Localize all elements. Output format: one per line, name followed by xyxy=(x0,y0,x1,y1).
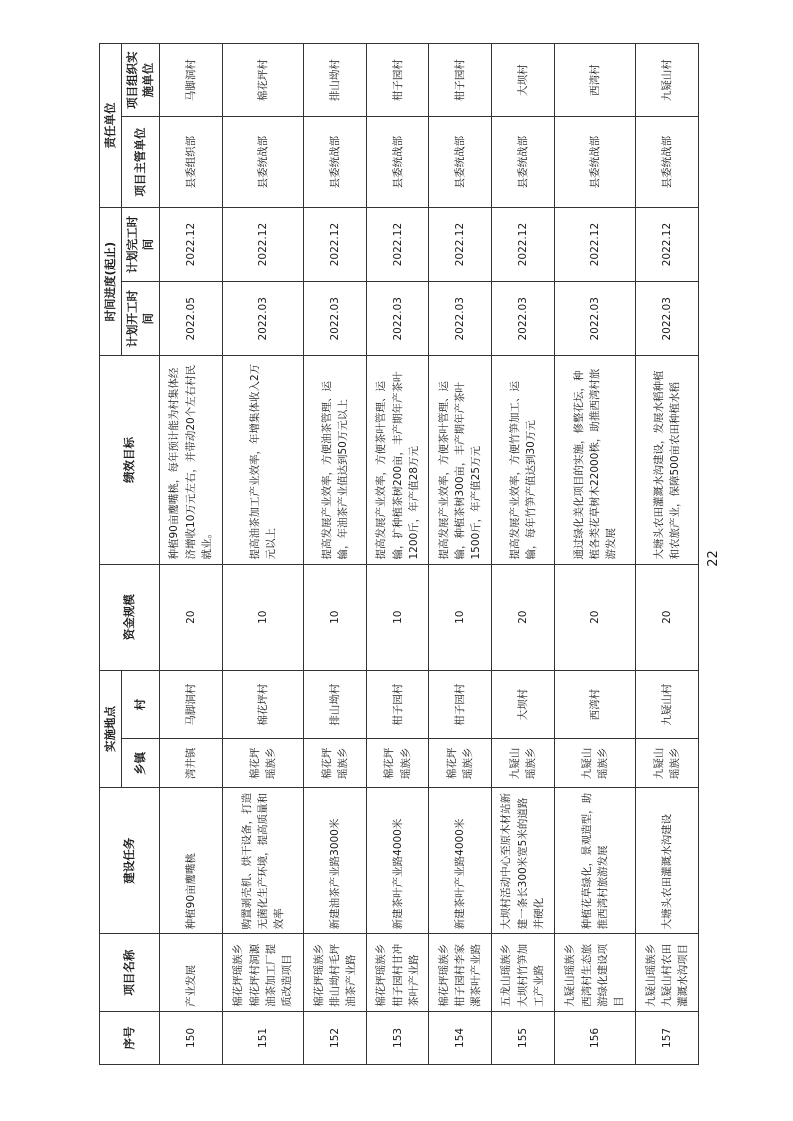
funds-cell: 20 xyxy=(554,564,636,670)
dept-cell: 县委统战部 xyxy=(554,117,636,208)
dept-cell: 县委统战部 xyxy=(429,117,492,208)
goal-cell: 种植90亩鹰嘴桃，每年预计能为村集体经济增收10万元左右，并带动20个左右村民就业。 xyxy=(160,356,223,564)
header-responsible: 责任单位 xyxy=(100,44,122,208)
table-row xyxy=(492,44,555,1065)
header-project-name: 项目名称 xyxy=(100,934,160,1012)
start-date-cell: 2022.05 xyxy=(160,282,223,356)
header-row-1 xyxy=(100,44,122,1065)
funds-cell: 20 xyxy=(160,564,223,670)
table-row xyxy=(222,44,304,1065)
project-name-cell: 棉花坪瑶族乡棉花坪村洞源油茶加工厂提质改造项目 xyxy=(222,934,304,1012)
township-cell: 九疑山瑶族乡 xyxy=(636,739,699,788)
task-cell: 新建油茶产业路3000米 xyxy=(304,788,367,934)
org-cell: 西湾村 xyxy=(554,44,636,117)
project-name-cell: 五龙山瑶族乡大坝村竹笋加工产业路 xyxy=(492,934,555,1012)
end-date-cell: 2022.12 xyxy=(636,207,699,281)
start-date-cell: 2022.03 xyxy=(222,282,304,356)
rotated-table-wrapper xyxy=(99,43,699,1065)
start-date-cell: 2022.03 xyxy=(492,282,555,356)
org-cell: 排山坳村 xyxy=(304,44,367,117)
end-date-cell: 2022.12 xyxy=(366,207,429,281)
task-cell: 大坝村活动中心至原木材站新建一条长300米宽5米的道路并硬化 xyxy=(492,788,555,934)
page-number: 22 xyxy=(705,550,721,567)
goal-cell: 通过绿化美化项目的实施，修整花坛，种植各类花草树木22000株，助推西湾村旅游发展 xyxy=(554,356,636,564)
dept-cell: 县委统战部 xyxy=(222,117,304,208)
header-start: 计划开工时间 xyxy=(121,282,159,356)
start-date-cell: 2022.03 xyxy=(366,282,429,356)
header-township: 乡镇 xyxy=(121,739,159,788)
seq-cell: 156 xyxy=(554,1011,636,1064)
header-dept: 项目主管单位 xyxy=(121,117,159,208)
dept-cell: 县委组织部 xyxy=(160,117,223,208)
start-date-cell: 2022.03 xyxy=(304,282,367,356)
seq-cell: 154 xyxy=(429,1011,492,1064)
table-row xyxy=(160,44,223,1065)
table-row xyxy=(636,44,699,1065)
end-date-cell: 2022.12 xyxy=(222,207,304,281)
header-seq: 序号 xyxy=(100,1011,160,1064)
header-schedule: 时间进度(起止) xyxy=(100,207,122,355)
project-name-cell: 棉花坪瑶族乡柑子园村甘冲茶叶产业路 xyxy=(366,934,429,1012)
project-name-cell: 棉花坪瑶族乡柑子园村李家漯茶叶产业路 xyxy=(429,934,492,1012)
goal-cell: 提高发展产业效率，方便茶叶管理、运输，种植茶树300亩，丰产期年产茶叶1500斤，年产值25万元 xyxy=(429,356,492,564)
village-cell: 大坝村 xyxy=(492,670,555,739)
seq-cell: 150 xyxy=(160,1011,223,1064)
task-cell: 购置剥壳机、烘干设备，打造无菌化生产环境，提高质量和效率 xyxy=(222,788,304,934)
header-end: 计划完工时间 xyxy=(121,207,159,281)
project-name-cell: 棉花坪瑶族乡排山坳村毛坪油茶产业路 xyxy=(304,934,367,1012)
start-date-cell: 2022.03 xyxy=(554,282,636,356)
task-cell: 新建茶叶产业路4000米 xyxy=(429,788,492,934)
task-cell: 大塘头农田灌溉水沟建设 xyxy=(636,788,699,934)
dept-cell: 县委统战部 xyxy=(366,117,429,208)
goal-cell: 提高油茶加工产业效率，年增集体收入2万元以上 xyxy=(222,356,304,564)
township-cell: 棉花坪瑶族乡 xyxy=(366,739,429,788)
project-name-cell: 产业发展 xyxy=(160,934,223,1012)
seq-cell: 152 xyxy=(304,1011,367,1064)
table-row xyxy=(554,44,636,1065)
org-cell: 九疑山村 xyxy=(636,44,699,117)
table-body xyxy=(160,44,699,1065)
start-date-cell: 2022.03 xyxy=(636,282,699,356)
dept-cell: 县委统战部 xyxy=(492,117,555,208)
township-cell: 棉花坪瑶族乡 xyxy=(429,739,492,788)
village-cell: 柑子园村 xyxy=(366,670,429,739)
org-cell: 柑子园村 xyxy=(366,44,429,117)
township-cell: 棉花坪瑶族乡 xyxy=(222,739,304,788)
org-cell: 大坝村 xyxy=(492,44,555,117)
seq-cell: 157 xyxy=(636,1011,699,1064)
table-row xyxy=(304,44,367,1065)
village-cell: 棉花坪村 xyxy=(222,670,304,739)
table-row xyxy=(429,44,492,1065)
township-cell: 棉花坪瑶族乡 xyxy=(304,739,367,788)
seq-cell: 155 xyxy=(492,1011,555,1064)
header-location: 实施地点 xyxy=(100,670,122,787)
header-task: 建设任务 xyxy=(100,788,160,934)
task-cell: 新建茶叶产业路4000米 xyxy=(366,788,429,934)
project-table xyxy=(99,43,699,1065)
header-org: 项目组织实施单位 xyxy=(121,44,159,117)
table-row xyxy=(366,44,429,1065)
project-name-cell: 九疑山瑶族乡西湾村生态旅游绿化建设项目 xyxy=(554,934,636,1012)
end-date-cell: 2022.12 xyxy=(160,207,223,281)
funds-cell: 20 xyxy=(636,564,699,670)
end-date-cell: 2022.12 xyxy=(554,207,636,281)
seq-cell: 151 xyxy=(222,1011,304,1064)
village-cell: 九疑山村 xyxy=(636,670,699,739)
funds-cell: 10 xyxy=(429,564,492,670)
goal-cell: 提高发展产业效率，方便茶叶管理、运输，扩种植茶树200亩，丰产期年产茶叶1200斤，年产值28万元 xyxy=(366,356,429,564)
township-cell: 九疑山瑶族乡 xyxy=(554,739,636,788)
village-cell: 马脚洞村 xyxy=(160,670,223,739)
header-funds: 资金规模 xyxy=(100,564,160,670)
task-cell: 种植90亩鹰嘴桃 xyxy=(160,788,223,934)
funds-cell: 10 xyxy=(304,564,367,670)
goal-cell: 提高发展产业效率，方便油茶管理、运输，年油茶产业值达到50万元以上 xyxy=(304,356,367,564)
start-date-cell: 2022.03 xyxy=(429,282,492,356)
end-date-cell: 2022.12 xyxy=(492,207,555,281)
funds-cell: 10 xyxy=(366,564,429,670)
end-date-cell: 2022.12 xyxy=(304,207,367,281)
village-cell: 排山坳村 xyxy=(304,670,367,739)
dept-cell: 县委统战部 xyxy=(636,117,699,208)
task-cell: 种植花草绿化，景观造型，助推西湾村旅游发展 xyxy=(554,788,636,934)
township-cell: 九疑山瑶族乡 xyxy=(492,739,555,788)
funds-cell: 10 xyxy=(222,564,304,670)
funds-cell: 20 xyxy=(492,564,555,670)
org-cell: 柑子园村 xyxy=(429,44,492,117)
seq-cell: 153 xyxy=(366,1011,429,1064)
org-cell: 马脚洞村 xyxy=(160,44,223,117)
township-cell: 湾井镇 xyxy=(160,739,223,788)
project-name-cell: 九疑山瑶族乡九疑山村农田灌溉水沟项目 xyxy=(636,934,699,1012)
village-cell: 西湾村 xyxy=(554,670,636,739)
header-goal: 绩效目标 xyxy=(100,356,160,564)
village-cell: 柑子园村 xyxy=(429,670,492,739)
goal-cell: 提高发展产业效率，方便竹笋加工、运输，每年竹笋产值达到30万元 xyxy=(492,356,555,564)
dept-cell: 县委统战部 xyxy=(304,117,367,208)
header-village: 村 xyxy=(121,670,159,739)
end-date-cell: 2022.12 xyxy=(429,207,492,281)
org-cell: 棉花坪村 xyxy=(222,44,304,117)
goal-cell: 大塘头农田灌溉水沟建设，发展水稻种植和农旅产业，保障500亩农田种植水稻 xyxy=(636,356,699,564)
